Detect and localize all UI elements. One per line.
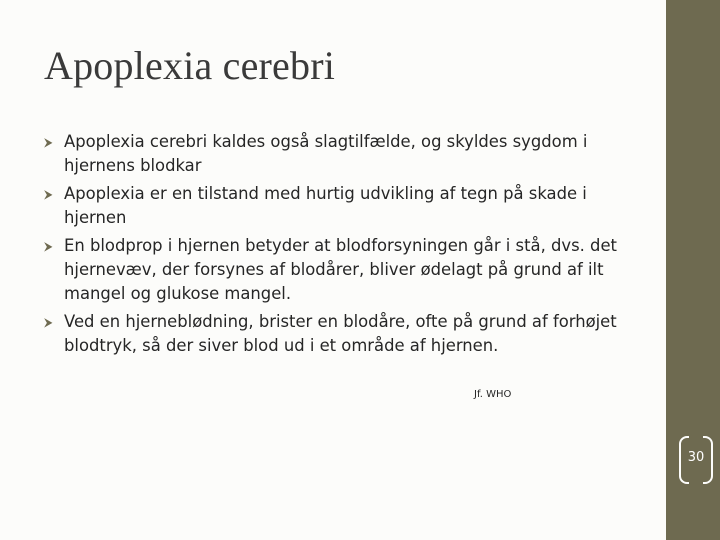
bullet-item [44, 182, 644, 230]
right-bracket-icon [703, 436, 713, 484]
bullet-arrow-icon: ⮞ [44, 187, 53, 201]
slide-title: Apoplexia cerebri [44, 43, 336, 88]
page-number: 30 [687, 450, 705, 465]
bullet-text: En blodprop i hjernen betyder at blodforsyningen går i stå, dvs. det hjernevæv, der forsynes af blodårer, bliver ødelagt på grund af ilt mangel og glukose mangel. [64, 236, 617, 303]
bullet-arrow-icon: ⮞ [44, 239, 53, 253]
bullet-arrow-icon: ⮞ [44, 315, 53, 329]
bullet-arrow-icon: ⮞ [44, 135, 53, 149]
bullet-text: Apoplexia cerebri kaldes også slagtilfælde, og skyldes sygdom i hjernens blodkar [64, 132, 588, 175]
page-number-badge [679, 436, 719, 482]
bullet-item [44, 310, 644, 358]
bullet-item [44, 130, 644, 178]
bullet-text: Ved en hjerneblødning, brister en blodåre, ofte på grund af forhøjet blodtryk, så der siver blod ud i et område af hjernen. [64, 312, 617, 355]
source-note: Jf. WHO [474, 389, 512, 400]
bullet-text: Apoplexia er en tilstand med hurtig udvikling af tegn på skade i hjernen [64, 184, 587, 227]
bullet-list [44, 130, 644, 362]
bullet-item [44, 234, 644, 306]
